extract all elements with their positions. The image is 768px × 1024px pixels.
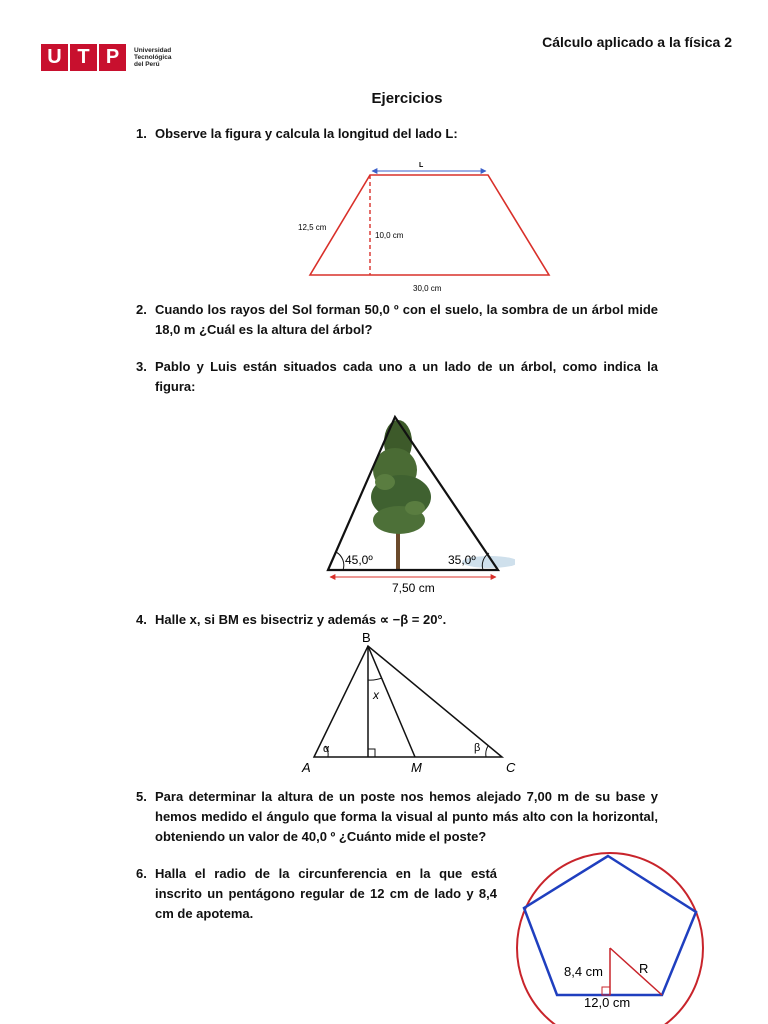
label-alpha: α <box>323 743 330 755</box>
exercise-text: Para determinar la altura de un poste nos hemos alejado 7,00 m de su base y hemos medido el ángulo que forma la visual al punto más alto con la horizontal, obteniendo un valor de 40,0 º ¿Cuánto mide el poste? <box>155 789 658 844</box>
exercise-text: Observe la figura y calcula la longitud del lado L: <box>155 126 458 141</box>
label-height: 10,0 cm <box>375 231 404 240</box>
exercise-number: 5. <box>136 789 147 804</box>
figure-pentagon-circle <box>512 846 708 1024</box>
label-left-angle: 45,0º <box>345 553 373 567</box>
left-angle-arc <box>336 552 344 570</box>
exercise-text: Pablo y Luis están situados cada uno a un lado de un árbol, como indica la figura: <box>155 359 658 394</box>
exercise-number: 4. <box>136 612 147 627</box>
exercise-5 <box>136 787 658 847</box>
figure-bisector-triangle <box>298 628 520 776</box>
logo-text-line: Tecnológica <box>134 53 172 61</box>
right-angle-mark <box>368 749 375 757</box>
label-A: A <box>302 760 311 775</box>
radius-line <box>610 948 662 995</box>
x-angle-arc <box>368 678 382 680</box>
logo-letter-u: U <box>41 44 68 71</box>
label-base: 7,50 cm <box>392 581 435 595</box>
label-side: 12,5 cm <box>298 223 327 232</box>
label-x: x <box>373 688 379 702</box>
trapezoid-shape <box>310 175 549 275</box>
figure-trapezoid <box>290 158 570 298</box>
exercise-4 <box>136 610 658 630</box>
course-title: Cálculo aplicado a la física 2 <box>542 34 732 50</box>
figure-tree-triangle <box>315 412 515 602</box>
exercise-number: 2. <box>136 302 147 317</box>
logo-text-line: Universidad <box>134 46 172 54</box>
label-C: C <box>506 760 516 775</box>
exercise-number: 6. <box>136 866 147 881</box>
logo-letter-t: T <box>70 44 97 71</box>
exercise-text: Halle x, si BM es bisectriz y además ∝ −β = 20°. <box>155 612 447 627</box>
exercise-number: 3. <box>136 359 147 374</box>
label-side: 12,0 cm <box>584 995 631 1010</box>
label-M: M <box>411 760 422 775</box>
label-radius: R <box>639 961 649 976</box>
page-title: Ejercicios <box>371 90 443 107</box>
exercise-6 <box>136 864 497 924</box>
exercise-3 <box>136 357 658 397</box>
label-base: 30,0 cm <box>413 284 442 293</box>
utp-logo <box>41 42 194 72</box>
label-right-angle: 35,0º <box>448 553 476 567</box>
logo-university-name <box>134 47 194 68</box>
label-L: L <box>419 162 424 169</box>
logo-letter-p: P <box>99 44 126 71</box>
beta-arc <box>486 746 488 757</box>
exercise-2 <box>136 300 658 340</box>
label-B: B <box>362 630 371 645</box>
tree-image <box>371 420 431 570</box>
label-apothem: 8,4 cm <box>564 964 604 979</box>
exercise-text: Cuando los rayos del Sol forman 50,0 º con el suelo, la sombra de un árbol mide 18,0 m ¿Cuál es la altura del árbol? <box>155 302 658 337</box>
exercise-number: 1. <box>136 126 147 141</box>
logo-text-line: del Perú <box>134 60 160 68</box>
exercise-text: Halla el radio de la circunferencia en la que está inscrito un pentágono regular de 12 cm de lado y 8,4 cm de apotema. <box>155 866 497 921</box>
exercise-1 <box>136 124 658 144</box>
label-beta: β <box>474 742 481 754</box>
